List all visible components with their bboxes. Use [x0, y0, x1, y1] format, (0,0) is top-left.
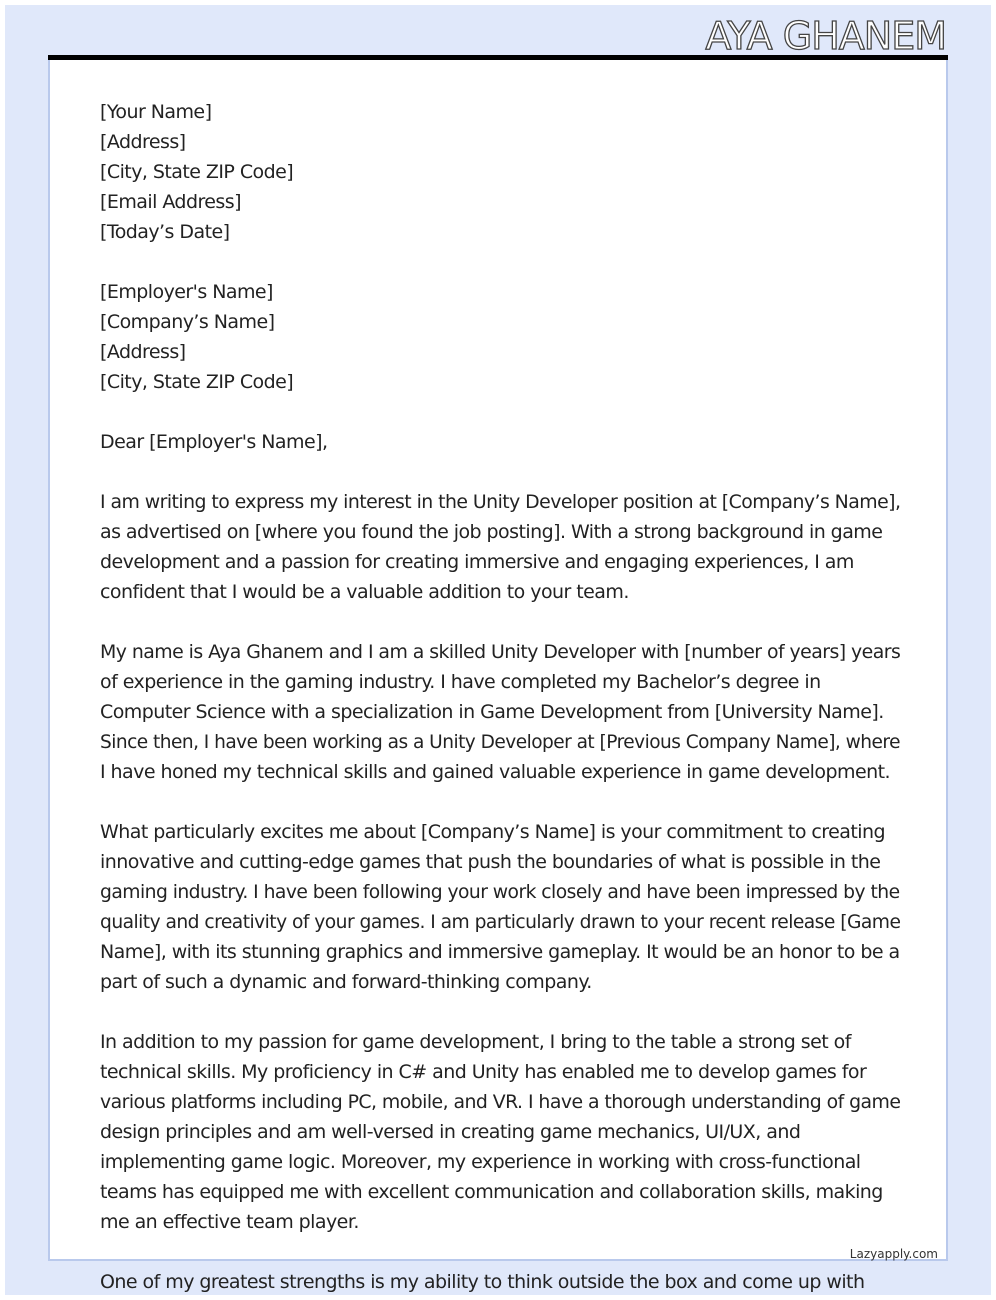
spacer	[100, 397, 900, 427]
paragraph-line: me an effective team player.	[100, 1211, 359, 1233]
paragraph-line: One of my greatest strengths is my ability to think outside the box and come up with	[100, 1271, 865, 1293]
paragraph-line: various platforms including PC, mobile, and VR. I have a thorough understanding of game	[100, 1091, 901, 1113]
spacer	[100, 457, 900, 487]
paragraph-line: My name is Aya Ghanem and I am a skilled Unity Developer with [number of years] years	[100, 641, 901, 663]
paragraph-line: confident that I would be a valuable addition to your team.	[100, 581, 629, 603]
sender-line: [Email Address]	[100, 191, 241, 213]
spacer	[100, 787, 900, 817]
paragraph	[100, 1027, 900, 1237]
salutation: Dear [Employer's Name],	[100, 431, 328, 453]
paragraph-line: of experience in the gaming industry. I have completed my Bachelor’s degree in	[100, 671, 821, 693]
spacer	[100, 997, 900, 1027]
sender-line: [City, State ZIP Code]	[100, 161, 294, 183]
letter-paragraphs	[100, 487, 900, 1297]
paragraph-line: part of such a dynamic and forward-thinking company.	[100, 971, 592, 993]
paragraph-line: development and a passion for creating immersive and engaging experiences, I am	[100, 551, 854, 573]
spacer	[100, 607, 900, 637]
paragraph-line: Computer Science with a specialization in Game Development from [University Name].	[100, 701, 884, 723]
paragraph-line: innovative and cutting-edge games that push the boundaries of what is possible in the	[100, 851, 881, 873]
recipient-line: [Address]	[100, 341, 186, 363]
paragraph-line: design principles and am well-versed in creating game mechanics, UI/UX, and	[100, 1121, 801, 1143]
spacer	[100, 1237, 900, 1267]
sender-line: [Your Name]	[100, 101, 212, 123]
paragraph	[100, 817, 900, 997]
recipient-line: [Company’s Name]	[100, 311, 275, 333]
paragraph	[100, 487, 900, 607]
watermark: Lazyapply.com	[849, 1247, 938, 1261]
paragraph	[100, 637, 900, 787]
recipient-line: [Employer's Name]	[100, 281, 273, 303]
paragraph-line: technical skills. My proficiency in C# and Unity has enabled me to develop games for	[100, 1061, 867, 1083]
recipient-line: [City, State ZIP Code]	[100, 371, 294, 393]
letter-body	[100, 97, 900, 1297]
paragraph-line: quality and creativity of your games. I am particularly drawn to your recent release [Game	[100, 911, 901, 933]
paragraph-line: In addition to my passion for game development, I bring to the table a strong set of	[100, 1031, 851, 1053]
paragraph	[100, 1267, 900, 1297]
paragraph-line: as advertised on [where you found the job posting]. With a strong background in game	[100, 521, 883, 543]
paragraph-line: Name], with its stunning graphics and immersive gameplay. It would be an honor to be a	[100, 941, 900, 963]
sender-line: [Today’s Date]	[100, 221, 230, 243]
paragraph-line: implementing game logic. Moreover, my experience in working with cross-functional	[100, 1151, 861, 1173]
paragraph-line: I have honed my technical skills and gained valuable experience in game development.	[100, 761, 890, 783]
paragraph-line: I am writing to express my interest in the Unity Developer position at [Company’s Name],	[100, 491, 901, 513]
spacer	[100, 247, 900, 277]
applicant-name-header: AYA GHANEM	[705, 14, 946, 58]
sender-block	[100, 97, 900, 247]
paragraph-line: Since then, I have been working as a Unity Developer at [Previous Company Name], where	[100, 731, 900, 753]
sender-line: [Address]	[100, 131, 186, 153]
paragraph-line: teams has equipped me with excellent communication and collaboration skills, making	[100, 1181, 883, 1203]
recipient-block	[100, 277, 900, 397]
paragraph-line: What particularly excites me about [Company’s Name] is your commitment to creating	[100, 821, 885, 843]
paragraph-line: gaming industry. I have been following your work closely and have been impressed by the	[100, 881, 900, 903]
